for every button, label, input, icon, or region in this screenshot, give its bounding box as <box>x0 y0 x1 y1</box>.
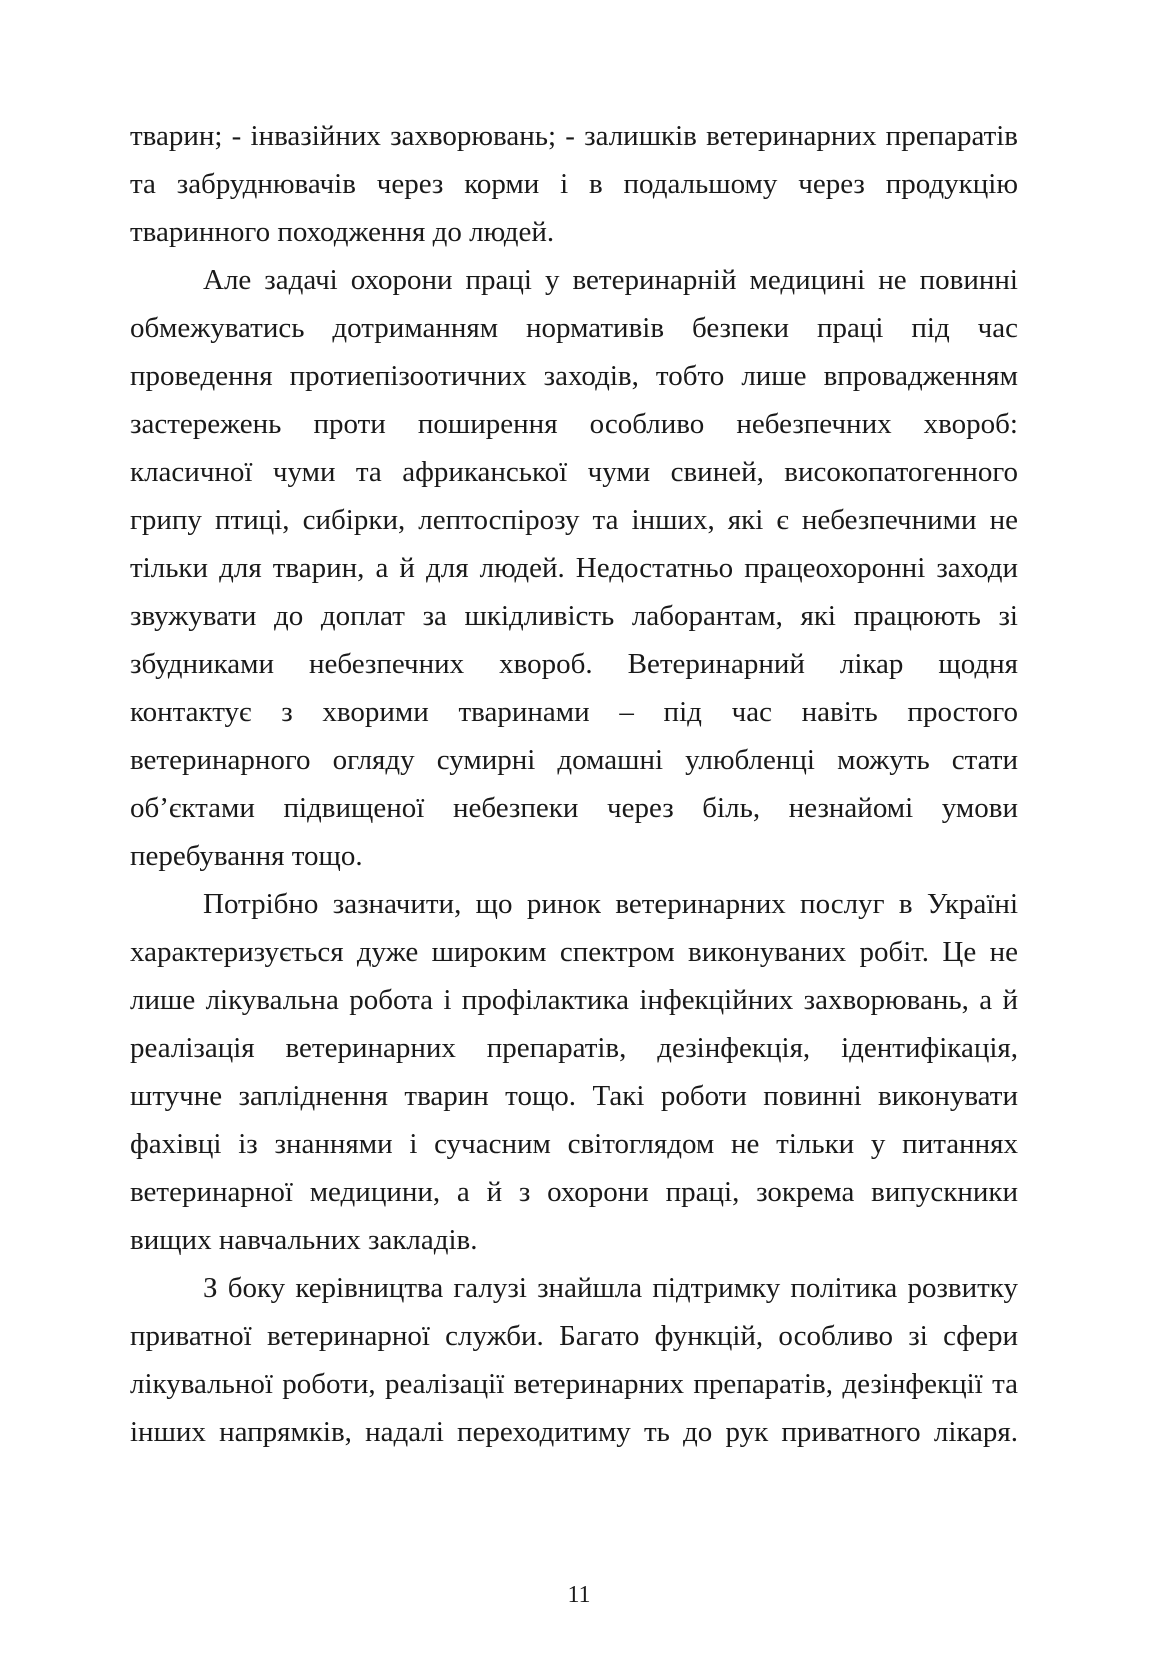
text-line: обмежуватись дотриманням нормативів безпеки праці під час <box>130 312 1018 344</box>
text-line: тварин; - інвазійних захворювань; - залишків ветеринарних препаратів <box>130 120 1018 152</box>
text-line: Потрібно зазначити, що ринок ветеринарних послуг в Україні <box>203 888 1018 920</box>
text-line: лікувальної роботи, реалізації ветеринарних препаратів, дезінфекції та <box>130 1368 1018 1400</box>
text-line: тваринного походження до людей. <box>130 216 555 248</box>
text-line: об’єктами підвищеної небезпеки через біль, незнайомі умови <box>130 792 1018 824</box>
text-line: контактує з хворими тваринами – під час навіть простого <box>130 696 1018 728</box>
text-line: З боку керівництва галузі знайшла підтримку політика розвитку <box>203 1272 1018 1304</box>
text-line: характеризується дуже широким спектром виконуваних робіт. Це не <box>130 936 1018 968</box>
text-line: Але задачі охорони праці у ветеринарній медицині не повинні <box>203 264 1018 296</box>
text-line: фахівці із знаннями і сучасним світоглядом не тільки у питаннях <box>130 1128 1018 1160</box>
text-line: штучне запліднення тварин тощо. Такі роботи повинні виконувати <box>130 1080 1018 1112</box>
text-line: тільки для тварин, а й для людей. Недостатньо працеохоронні заходи <box>130 552 1018 584</box>
text-line: класичної чуми та африканської чуми свиней, високопатогенного <box>130 456 1018 488</box>
text-line: перебування тощо. <box>130 840 363 872</box>
text-line: грипу птиці, сибірки, лептоспірозу та інших, які є небезпечними не <box>130 504 1018 536</box>
text-line: реалізація ветеринарних препаратів, дезінфекція, ідентифікація, <box>130 1032 1018 1064</box>
text-line: вищих навчальних закладів. <box>130 1224 478 1256</box>
text-line: звужувати до доплат за шкідливість лаборантам, які працюють зі <box>130 600 1018 632</box>
text-line: ветеринарної медицини, а й з охорони праці, зокрема випускники <box>130 1176 1018 1208</box>
text-line: лише лікувальна робота і профілактика інфекційних захворювань, а й <box>130 984 1018 1016</box>
text-line: проведення протиепізоотичних заходів, тобто лише впровадженням <box>130 360 1018 392</box>
text-line: збудниками небезпечних хвороб. Ветеринарний лікар щодня <box>130 648 1018 680</box>
text-line: та забруднювачів через корми і в подальшому через продукцію <box>130 168 1018 200</box>
page-number: 11 <box>567 1582 591 1608</box>
text-line: ветеринарного огляду сумирні домашні улюбленці можуть стати <box>130 744 1018 776</box>
text-line: застережень проти поширення особливо небезпечних хвороб: <box>130 408 1018 440</box>
text-line: інших напрямків, надалі переходитиму ть до рук приватного лікаря. <box>130 1416 1018 1448</box>
text-line: приватної ветеринарної служби. Багато функцій, особливо зі сфери <box>130 1320 1018 1352</box>
